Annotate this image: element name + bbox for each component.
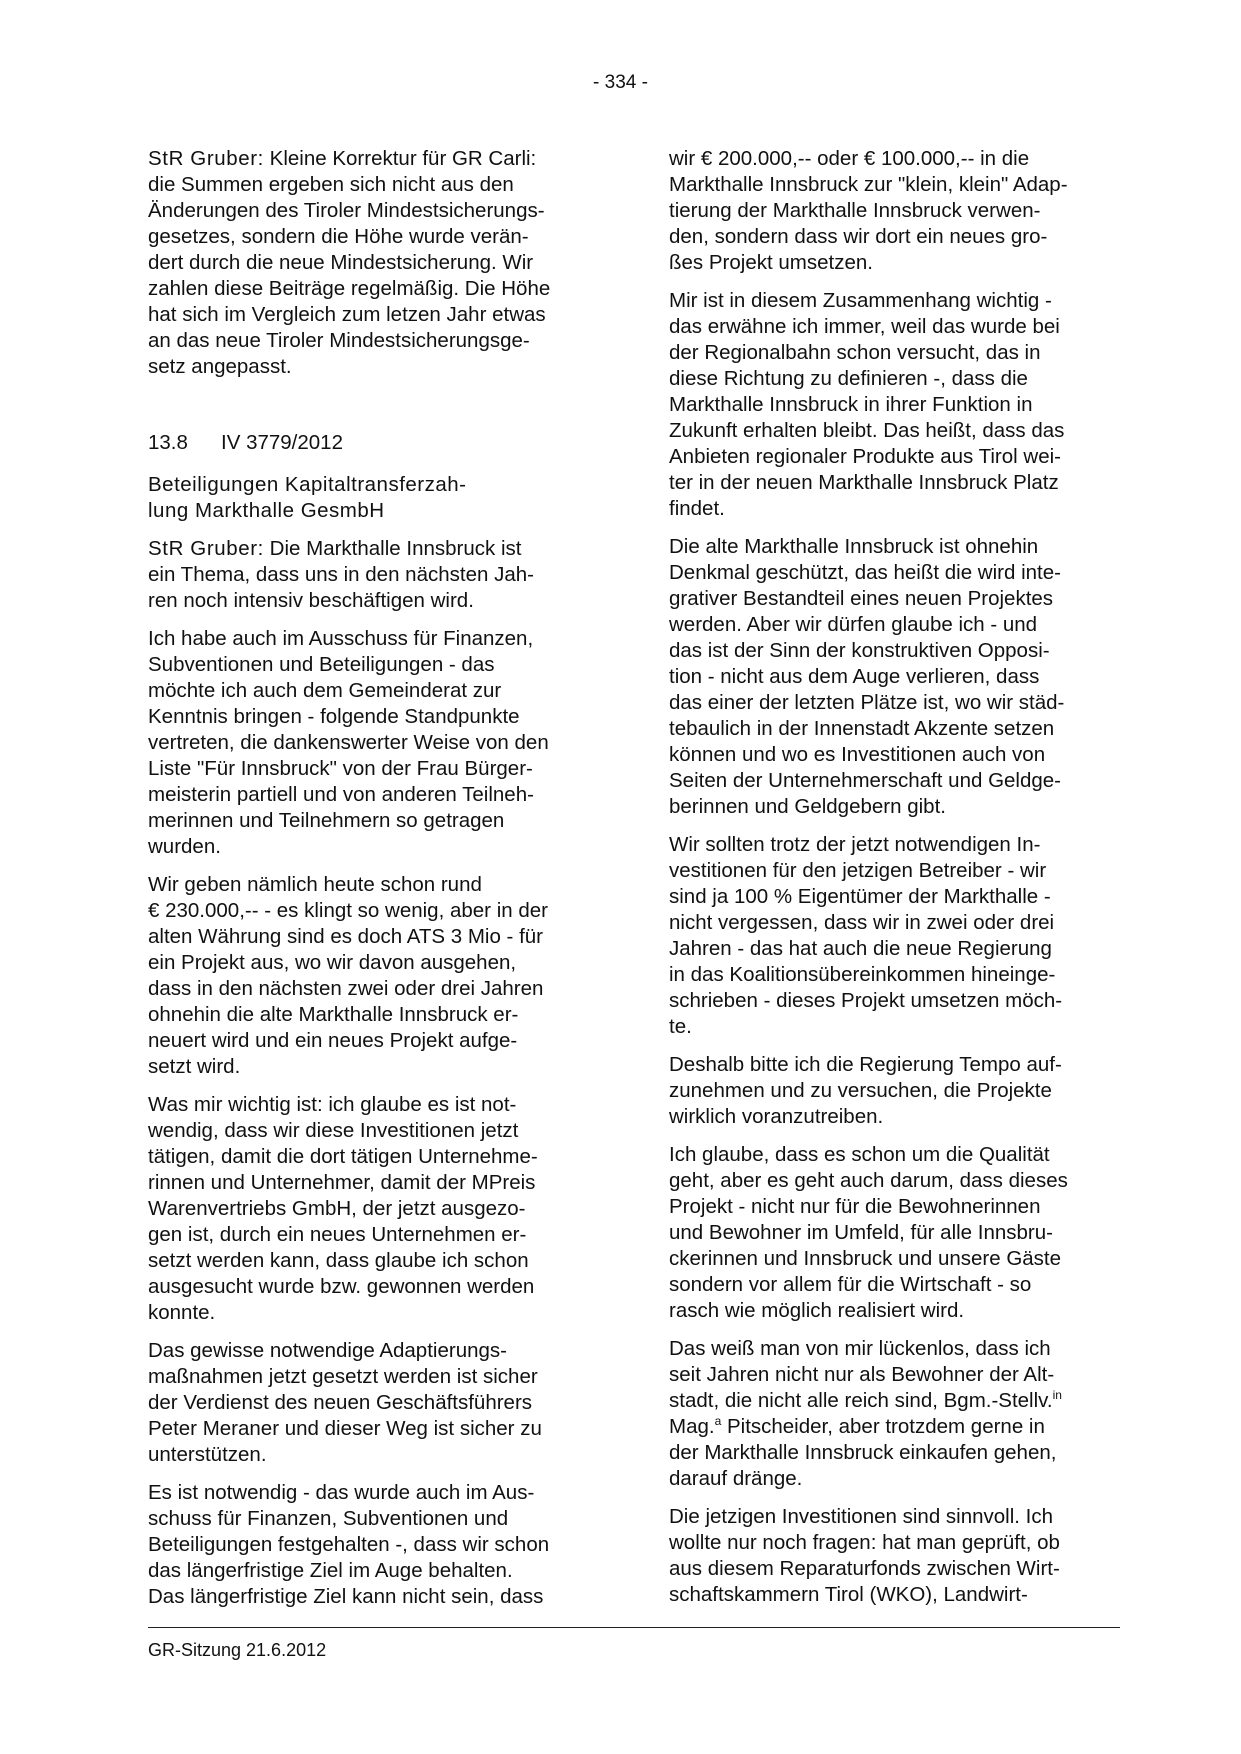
paragraph-text: Pitscheider, aber trotzdem gerne in der Markthalle Innsbruck einkaufen gehen, darauf dränge.: [669, 1415, 1057, 1490]
agenda-item-number: 13.8: [148, 431, 188, 454]
agenda-item-title: Beteiligungen Kapitaltransferzah- lung Markthalle GesmbH: [148, 473, 467, 522]
footer-session-date: GR-Sitzung 21.6.2012: [148, 1640, 327, 1660]
paragraph: Es ist notwendig - das wurde auch im Aus- schuss für Finanzen, Subventionen und Beteiligungen festgehalten -, dass wir schon das längerfristige Ziel im Auge behalten. Das längerfristige Ziel kann nicht sein, dass: [148, 1481, 550, 1608]
paragraph: Deshalb bitte ich die Regierung Tempo auf- zunehmen und zu versuchen, die Projekte wirklich voranzutreiben.: [669, 1053, 1062, 1128]
paragraph-text: Kleine Korrektur für GR Carli: die Summen ergeben sich nicht aus den Änderungen des Tiroler Mindestsicherungs- gesetzes, sondern die Höhe wurde verän- dert durch die neue Mindestsicherung. Wir zahlen diese Beiträge regelmäßig. Die Höhe hat sich im Vergleich zum letzen Jahr etwas an das neue Tiroler Mindestsicherungsge- setz angepasst.: [148, 147, 551, 378]
paragraph: [148, 146, 593, 380]
paragraph: Mir ist in diesem Zusammenhang wichtig - das erwähne ich immer, weil das wurde bei der Regionalbahn schon versucht, das in diese Richtung zu definieren -, dass die Markthalle Innsbruck in ihrer Funktion in Zukunft erhalten bleibt. Das heißt, dass das Anbieten regionaler Produkte aus Tirol wei- ter in der neuen Markthalle Innsbruck Platz findet.: [669, 289, 1065, 520]
paragraph: Wir geben nämlich heute schon rund € 230.000,-- - es klingt so wenig, aber in der alten Währung sind es doch ATS 3 Mio - für ein Projekt aus, wo wir davon ausgehen, dass in den nächsten zwei oder drei Jahren ohnehin die alte Markthalle Innsbruck er- neuert wird und ein neues Projekt aufge- setzt wird.: [148, 873, 548, 1078]
paragraph: [669, 1336, 1114, 1492]
speaker-name: StR Gruber:: [148, 537, 264, 560]
paragraph: Das gewisse notwendige Adaptierungs- maßnahmen jetzt gesetzt werden ist sicher der Verdienst des neuen Geschäftsführers Peter Meraner und dieser Weg ist sicher zu unterstützen.: [148, 1339, 542, 1466]
paragraph: Die jetzigen Investitionen sind sinnvoll. Ich wollte nur noch fragen: hat man geprüft, ob aus diesem Reparaturfonds zwischen Wirt- schaftskammern Tirol (WKO), Landwirt-: [669, 1505, 1060, 1606]
speaker-name: StR Gruber:: [148, 147, 264, 170]
paragraph: Ich glaube, dass es schon um die Qualität geht, aber es geht auch darum, dass dieses Projekt - nicht nur für die Bewohnerinnen und Bewohner im Umfeld, für alle Innsbru- ckerinnen und Innsbruck und unsere Gäste sondern vor allem für die Wirtschaft - so rasch wie möglich realisiert wird.: [669, 1143, 1068, 1322]
footer-divider: [148, 1627, 1120, 1628]
paragraph: [148, 536, 593, 614]
paragraph: Ich habe auch im Ausschuss für Finanzen, Subventionen und Beteiligungen - das möchte ich auch dem Gemeinderat zur Kenntnis bringen - folgende Standpunkte vertreten, die dankenswerter Weise von den Liste "Für Innsbruck" von der Frau Bürger- meisterin partiell und von anderen Teilneh- merinnen und Teilnehmern so getragen wurden.: [148, 627, 549, 858]
paragraph: Was mir wichtig ist: ich glaube es ist not- wendig, dass wir diese Investitionen jetzt tätigen, damit die dort tätigen Unternehme- rinnen und Unternehmer, damit der MPreis Warenvertriebs GmbH, der jetzt ausgezo- gen ist, durch ein neues Unternehmen er- setzt werden kann, dass glaube ich schon ausgesucht wurde bzw. gewonnen werden konnte.: [148, 1093, 538, 1324]
paragraph: Die alte Markthalle Innsbruck ist ohnehin Denkmal geschützt, das heißt die wird inte- grativer Bestandteil eines neuen Projektes werden. Aber wir dürfen glaube ich - und das ist der Sinn der konstruktiven Opposi- tion - nicht aus dem Auge verlieren, dass das einer der letzten Plätze ist, wo wir städ- tebaulich in der Innenstadt Akzente setzen können und wo es Investitionen auch von Seiten der Unternehmerschaft und Geldge- berinnen und Geldgebern gibt.: [669, 535, 1065, 818]
paragraph-text: Mag.: [669, 1415, 715, 1438]
left-column: [148, 146, 593, 1622]
right-column: [669, 146, 1114, 1620]
paragraph-text: Die Markthalle Innsbruck ist ein Thema, dass uns in den nächsten Jah- ren noch intensiv beschäftigen wird.: [148, 537, 534, 612]
paragraph: wir € 200.000,-- oder € 100.000,-- in die Markthalle Innsbruck zur "klein, klein" Adap- tierung der Markthalle Innsbruck verwen- den, sondern dass wir dort ein neues gro- ßes Projekt umsetzen.: [669, 147, 1068, 274]
superscript: a: [714, 1414, 722, 1429]
superscript: in: [1052, 1388, 1062, 1403]
paragraph-text: Das weiß man von mir lückenlos, dass ich seit Jahren nicht nur als Bewohner der Alt- stadt, die nicht alle reich sind, Bgm.-Stellv.: [669, 1337, 1055, 1412]
agenda-item-reference: IV 3779/2012: [221, 431, 343, 454]
agenda-item-heading: [148, 430, 593, 456]
paragraph: Wir sollten trotz der jetzt notwendigen In- vestitionen für den jetzigen Betreiber - wir sind ja 100 % Eigentümer der Markthalle - nicht vergessen, dass wir in zwei oder drei Jahren - das hat auch die neue Regierung in das Koalitionsübereinkommen hineinge- schrieben - dieses Projekt umsetzen möch- te.: [669, 833, 1063, 1038]
page-number: - 334 -: [593, 72, 648, 93]
